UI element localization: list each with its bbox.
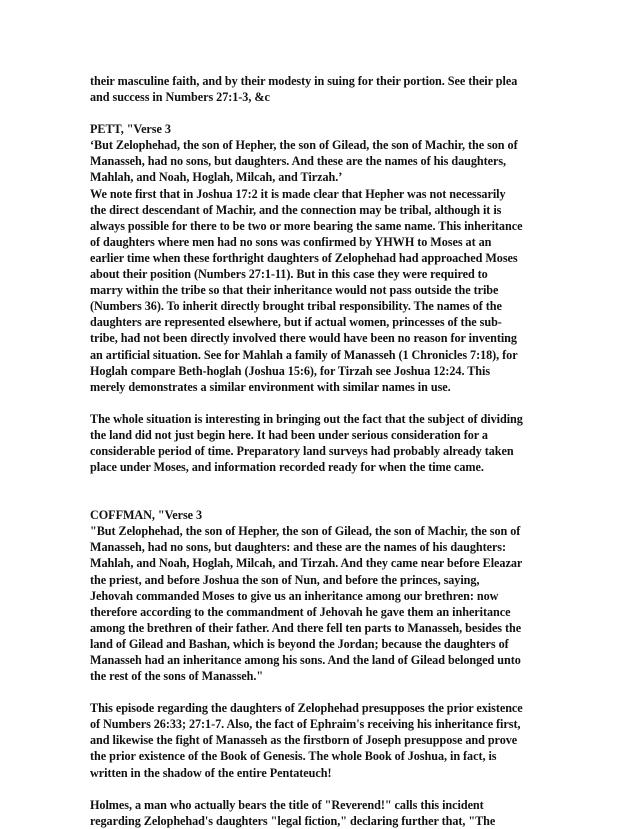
text-line: Mahlah, and Noah, Hoglah, Milcah, and Tirzah. And they came near before Eleazar bbox=[90, 556, 523, 571]
text-line: the priest, and before Joshua the son of Nun, and before the princes, saying, bbox=[90, 572, 480, 587]
text-line: of daughters where men had no sons was confirmed by YHWH to Moses at an bbox=[90, 234, 492, 249]
text-line: and success in Numbers 27:1-3, &c bbox=[90, 90, 270, 105]
text-line: Mahlah, and Noah, Hoglah, Milcah, and Tirzah.’ bbox=[90, 170, 343, 185]
text-line: (Numbers 36). To inherit directly brought tribal responsibility. The names of the bbox=[90, 299, 502, 314]
text-line: about their position (Numbers 27:1-11). But in this case they were required to bbox=[90, 267, 488, 282]
paragraph-spacer bbox=[90, 781, 550, 797]
text-line: We note first that in Joshua 17:2 it is made clear that Hepher was not necessarily bbox=[90, 186, 506, 201]
text-line: place under Moses, and information recorded ready for when the time came. bbox=[90, 460, 484, 475]
paragraph bbox=[90, 411, 550, 475]
text-line: Jehovah commanded Moses to give us an inheritance among our brethren: now bbox=[90, 588, 499, 603]
text-line: tribe, had not been directly involved there would have been no reason for inventing bbox=[90, 331, 517, 346]
text-line: and likewise the fight of Manasseh as the firstborn of Joseph presuppose and prove bbox=[90, 733, 518, 748]
text-line: the land did not just begin here. It had been under serious consideration for a bbox=[90, 427, 488, 442]
text-line: marry within the tribe so that their inheritance would not pass outside the tribe bbox=[90, 283, 499, 298]
text-line: an artificial situation. See for Mahlah a family of Manasseh (1 Chronicles 7:18), for bbox=[90, 347, 518, 362]
text-line: considerable period of time. Preparatory land surveys had probably already taken bbox=[90, 443, 514, 458]
text-line: regarding Zelophehad's daughters "legal fiction," declaring further that, "The bbox=[90, 813, 496, 828]
text-line: ‘But Zelophehad, the son of Hepher, the son of Gilead, the son of Machir, the son of bbox=[90, 138, 518, 153]
text-line: the prior existence of the Book of Genesis. The whole Book of Joshua, in fact, is bbox=[90, 749, 497, 764]
paragraph bbox=[90, 507, 550, 684]
text-line: "But Zelophehad, the son of Hepher, the son of Gilead, the son of Machir, the son of bbox=[90, 524, 521, 539]
text-line: Holmes, a man who actually bears the title of "Reverend!" calls this incident bbox=[90, 797, 484, 812]
text-line: daughters are represented elsewhere, but if actual women, princesses of the sub- bbox=[90, 315, 502, 330]
paragraph bbox=[90, 121, 550, 395]
text-line: land of Gilead and Bashan, which is beyond the Jordan; because the daughters of bbox=[90, 636, 509, 651]
text-line: Manasseh had an inheritance among his sons. And the land of Gilead belonged unto bbox=[90, 653, 521, 667]
paragraph bbox=[90, 700, 550, 780]
text-line: the rest of the sons of Manasseh." bbox=[90, 669, 264, 684]
paragraph-spacer bbox=[90, 475, 550, 507]
paragraph bbox=[90, 73, 550, 105]
text-line: the direct descendant of Machir, and the connection may be tribal, although it is bbox=[90, 202, 502, 217]
text-line: The whole situation is interesting in bringing out the fact that the subject of dividing bbox=[90, 411, 523, 426]
text-line: written in the shadow of the entire Pentateuch! bbox=[90, 765, 332, 780]
paragraph-spacer bbox=[90, 684, 550, 700]
text-line: PETT, "Verse 3 bbox=[90, 122, 171, 137]
text-line: earlier time when these forthright daughters of Zelophehad had approached Moses bbox=[90, 250, 518, 265]
text-line: always possible for there to be two or more bearing the same name. This inheritance bbox=[90, 218, 523, 233]
text-line: Manasseh, had no sons, but daughters. And these are the names of his daughters, bbox=[90, 154, 507, 169]
text-line: merely demonstrates a similar environment with similar names in use. bbox=[90, 379, 451, 394]
text-line: among the brethren of their father. And there fell ten parts to Manasseh, besides the bbox=[90, 620, 522, 635]
text-line: therefore according to the commandment of Jehovah he gave them an inheritance bbox=[90, 604, 511, 619]
paragraph-spacer bbox=[90, 395, 550, 411]
paragraph bbox=[90, 797, 550, 829]
text-line: of Numbers 26:33; 27:1-7. Also, the fact of Ephraim's receiving his inheritance first, bbox=[90, 717, 521, 732]
text-line: their masculine faith, and by their modesty in suing for their portion. See their plea bbox=[90, 74, 518, 88]
text-line: This episode regarding the daughters of Zelophehad presupposes the prior existence bbox=[90, 701, 523, 716]
text-line: Hoglah compare Beth-hoglah (Joshua 15:6), for Tirzah see Joshua 12:24. This bbox=[90, 363, 491, 378]
document-body bbox=[90, 73, 550, 829]
paragraph-spacer bbox=[90, 105, 550, 121]
text-line: COFFMAN, "Verse 3 bbox=[90, 508, 203, 523]
text-line: Manasseh, had no sons, but daughters: and these are the names of his daughters: bbox=[90, 540, 507, 555]
